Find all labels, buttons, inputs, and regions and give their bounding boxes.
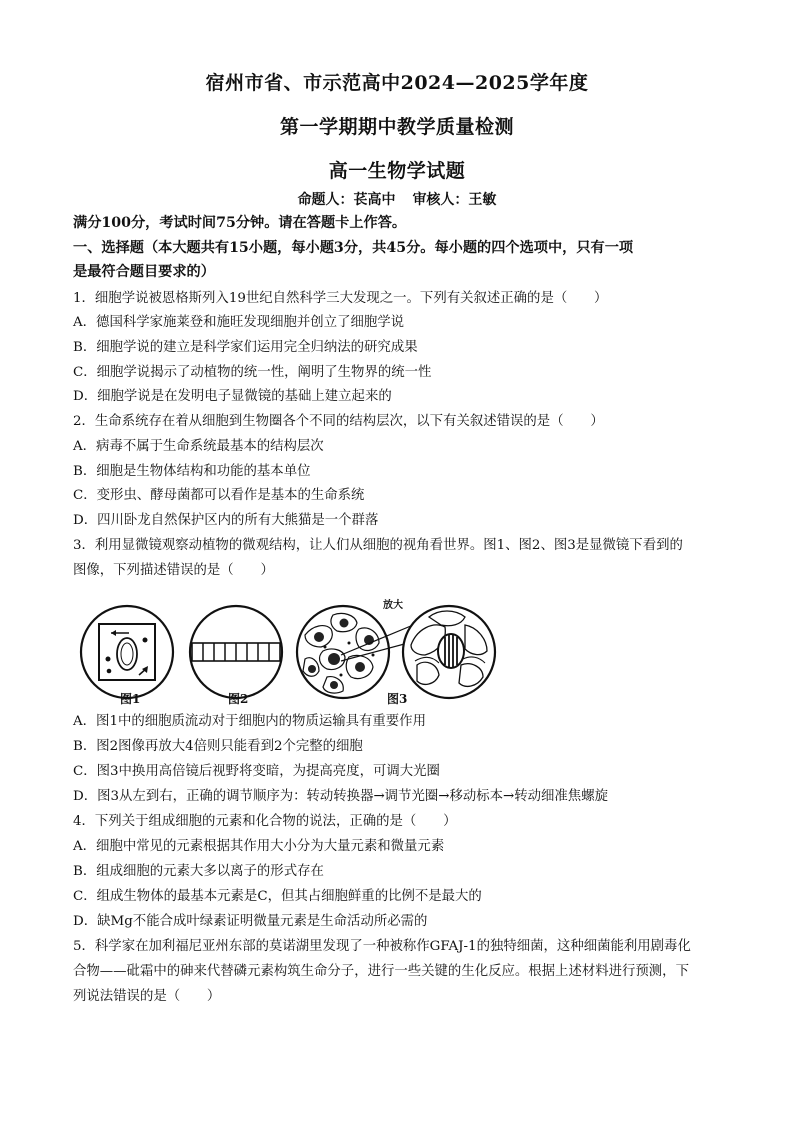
- author-text: 命题人：苌高中: [297, 192, 396, 208]
- q1-option-d: D．细胞学说是在发明电子显微镜的基础上建立起来的: [73, 389, 392, 404]
- q3-option-c: C．图3中换用高倍镜后视野将变暗，为提高亮度，可调大光圈: [73, 764, 440, 779]
- q5-stem-line3: 列说法错误的是（ ）: [73, 989, 221, 1004]
- q5-stem-line2: 合物——砒霜中的砷来代替磷元素构筑生命分子，进行一些关键的生化反应。根据上述材料进行预测，下: [73, 964, 689, 979]
- figure1-cell-view: [81, 606, 173, 698]
- figure3-high-power-view: [403, 606, 495, 698]
- exam-title-line1: 宿州市省、市示范高中2024—2025学年度: [205, 72, 589, 94]
- q3-stem-line1: 3．利用显微镜观察动植物的微观结构，让人们从细胞的视角看世界。图1、图2、图3是显微镜下看到的: [73, 538, 683, 553]
- authors-line: [0, 189, 794, 209]
- figure3-caption: 图3: [387, 692, 408, 706]
- reviewer-text: 审核人：王敏: [412, 192, 497, 208]
- section1-heading-line2: 是最符合题目要求的）: [73, 264, 215, 280]
- q1-option-a: A．德国科学家施莱登和施旺发现细胞并创立了细胞学说: [73, 315, 405, 330]
- q4-option-d: D．缺Mg不能合成叶绿素证明微量元素是生命活动所必需的: [73, 914, 428, 929]
- figure2-cell-row: [190, 606, 282, 698]
- exam-title-line2: 第一学期期中教学质量检测: [279, 116, 514, 138]
- exam-title-line3: 高一生物学试题: [328, 160, 466, 182]
- q2-stem: 2．生命系统存在着从细胞到生物圈各个不同的结构层次，以下有关叙述错误的是（ ）: [73, 414, 604, 429]
- q4-option-a: A．细胞中常见的元素根据其作用大小分为大量元素和微量元素: [73, 839, 445, 854]
- section1-heading-line1: 一、选择题（本大题共有15小题，每小题3分，共45分。每小题的四个选项中，只有一项: [73, 240, 634, 256]
- q3-stem-line2: 图像，下列描述错误的是（ ）: [73, 563, 274, 578]
- figure2-caption: 图2: [228, 692, 249, 706]
- q1-stem: 1．细胞学说被恩格斯列入19世纪自然科学三大发现之一。下列有关叙述正确的是（ ）: [73, 291, 608, 306]
- figure1-caption: 图1: [120, 692, 141, 706]
- q1-option-b: B．细胞学说的建立是科学家们运用完全归纳法的研究成果: [73, 340, 418, 355]
- magnify-label: 放大: [383, 600, 403, 611]
- q4-option-c: C．组成生物体的最基本元素是C，但其占细胞鲜重的比例不是最大的: [73, 889, 482, 904]
- q3-option-a: A．图1中的细胞质流动对于细胞内的物质运输具有重要作用: [73, 714, 426, 729]
- q3-option-d: D．图3从左到右，正确的调节顺序为：转动转换器→调节光圈→移动标本→转动细准焦螺旋: [73, 789, 608, 804]
- q1-option-c: C．细胞学说揭示了动植物的统一性，阐明了生物界的统一性: [73, 365, 432, 380]
- instructions: 满分100分，考试时间75分钟。请在答题卡上作答。: [73, 215, 407, 231]
- q2-option-b: B．细胞是生物体结构和功能的基本单位: [73, 464, 311, 479]
- q4-stem: 4．下列关于组成细胞的元素和化合物的说法，正确的是（ ）: [73, 814, 457, 829]
- q2-option-d: D．四川卧龙自然保护区内的所有大熊猫是一个群落: [73, 513, 379, 528]
- q3-option-b: B．图2图像再放大4倍则只能看到2个完整的细胞: [73, 739, 363, 754]
- q4-option-b: B．组成细胞的元素大多以离子的形式存在: [73, 864, 324, 879]
- q2-option-a: A．病毒不属于生命系统最基本的结构层次: [73, 439, 324, 454]
- q2-option-c: C．变形虫、酵母菌都可以看作是基本的生命系统: [73, 488, 365, 503]
- q5-stem-line1: 5．科学家在加利福尼亚州东部的莫诺湖里发现了一种被称作GFAJ-1的独特细菌，这种细菌能利用剧毒化: [73, 939, 691, 954]
